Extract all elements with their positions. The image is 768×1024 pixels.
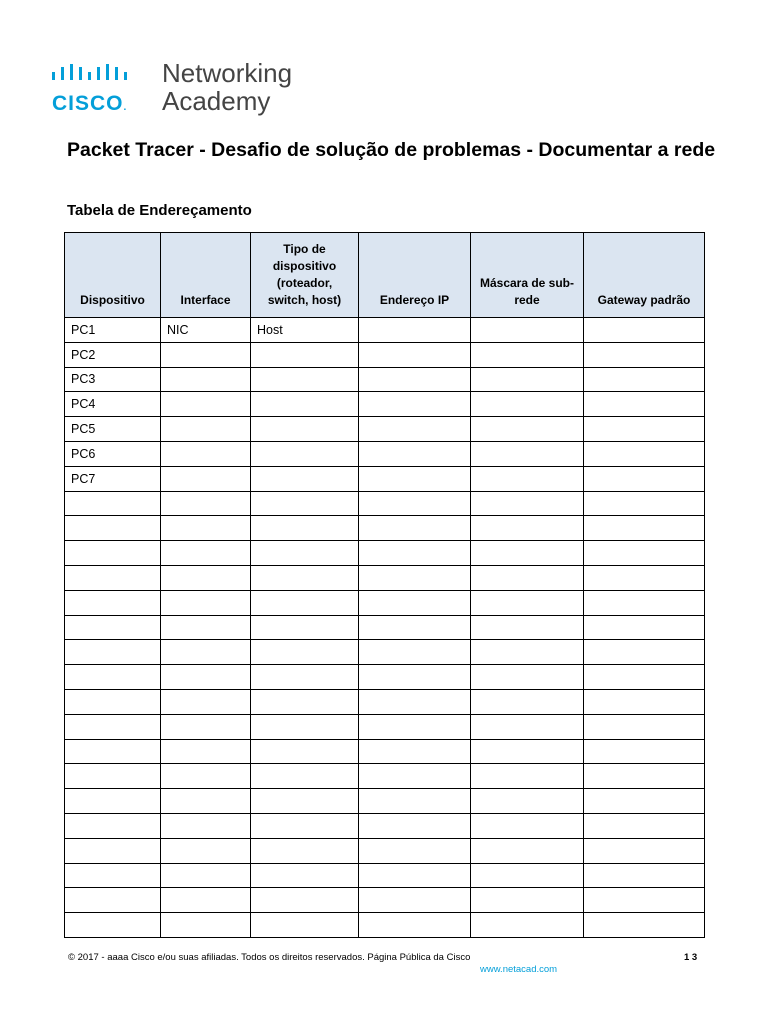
table-cell[interactable]: [584, 739, 705, 764]
table-cell[interactable]: [584, 466, 705, 491]
cisco-bars-icon: [52, 64, 150, 80]
table-cell[interactable]: [471, 590, 584, 615]
table-body: [65, 318, 705, 938]
table-cell[interactable]: [471, 838, 584, 863]
table-cell[interactable]: [584, 838, 705, 863]
table-cell[interactable]: [584, 417, 705, 442]
table-row: [65, 789, 705, 814]
table-row: [65, 342, 705, 367]
table-cell[interactable]: [161, 813, 251, 838]
table-row: [65, 764, 705, 789]
table-cell[interactable]: [584, 342, 705, 367]
table-cell[interactable]: [359, 491, 471, 516]
cisco-wordmark: CISCO.: [52, 92, 128, 115]
table-cell[interactable]: PC6: [65, 441, 161, 466]
document-title: Packet Tracer - Desafio de solução de problemas - Documentar a rede: [67, 139, 716, 161]
table-cell[interactable]: [471, 665, 584, 690]
table-row: [65, 863, 705, 888]
table-cell[interactable]: [65, 714, 161, 739]
table-cell[interactable]: [359, 367, 471, 392]
table-row: [65, 491, 705, 516]
table-cell[interactable]: [161, 516, 251, 541]
footer-page-number: 1 3: [684, 952, 698, 963]
table-cell[interactable]: [471, 342, 584, 367]
table-cell[interactable]: [251, 441, 359, 466]
table-cell[interactable]: [584, 789, 705, 814]
table-row: [65, 466, 705, 491]
table-cell[interactable]: [251, 541, 359, 566]
table-cell[interactable]: [65, 516, 161, 541]
table-cell[interactable]: Host: [251, 318, 359, 343]
column-header: Máscara de sub-rede: [471, 233, 584, 318]
table-row: [65, 367, 705, 392]
table-cell[interactable]: [359, 516, 471, 541]
table-cell[interactable]: [161, 392, 251, 417]
table-cell[interactable]: [359, 739, 471, 764]
table-cell[interactable]: [251, 689, 359, 714]
table-row: [65, 913, 705, 938]
table-cell[interactable]: [471, 913, 584, 938]
table-cell[interactable]: [251, 863, 359, 888]
table-cell[interactable]: [471, 789, 584, 814]
table-cell[interactable]: [359, 417, 471, 442]
table-row: [65, 516, 705, 541]
table-cell[interactable]: [359, 689, 471, 714]
table-cell[interactable]: [161, 367, 251, 392]
table-cell[interactable]: [584, 491, 705, 516]
table-cell[interactable]: [584, 590, 705, 615]
table-cell[interactable]: [359, 466, 471, 491]
table-cell[interactable]: [251, 615, 359, 640]
table-cell[interactable]: [471, 640, 584, 665]
table-row: [65, 813, 705, 838]
table-cell[interactable]: [161, 863, 251, 888]
table-cell[interactable]: [65, 813, 161, 838]
table-cell[interactable]: [161, 665, 251, 690]
table-cell[interactable]: [161, 838, 251, 863]
table-cell[interactable]: [359, 888, 471, 913]
table-row: [65, 714, 705, 739]
table-row: [65, 417, 705, 442]
table-cell[interactable]: [251, 466, 359, 491]
table-cell[interactable]: [251, 590, 359, 615]
table-cell[interactable]: [584, 689, 705, 714]
table-cell[interactable]: [161, 565, 251, 590]
table-cell[interactable]: [161, 689, 251, 714]
table-cell[interactable]: [359, 665, 471, 690]
table-cell[interactable]: [359, 441, 471, 466]
table-cell[interactable]: [161, 764, 251, 789]
table-row: [65, 590, 705, 615]
table-cell[interactable]: [359, 318, 471, 343]
table-cell[interactable]: [584, 516, 705, 541]
table-cell[interactable]: PC3: [65, 367, 161, 392]
table-cell[interactable]: [584, 764, 705, 789]
logo-academy-text: Academy: [162, 86, 271, 116]
table-cell[interactable]: [359, 813, 471, 838]
table-header-row: [65, 233, 705, 318]
table-row: [65, 392, 705, 417]
table-cell[interactable]: [161, 541, 251, 566]
table-cell[interactable]: [471, 739, 584, 764]
table-cell[interactable]: [471, 441, 584, 466]
table-row: [65, 541, 705, 566]
table-row: [65, 318, 705, 343]
table-cell[interactable]: [471, 541, 584, 566]
table-cell[interactable]: PC5: [65, 417, 161, 442]
table-cell[interactable]: [251, 789, 359, 814]
table-cell[interactable]: [251, 739, 359, 764]
table-cell[interactable]: [359, 714, 471, 739]
table-cell[interactable]: [161, 739, 251, 764]
table-cell[interactable]: [471, 392, 584, 417]
table-cell[interactable]: [65, 590, 161, 615]
table-cell[interactable]: [251, 913, 359, 938]
table-cell[interactable]: [161, 590, 251, 615]
table-cell[interactable]: [359, 640, 471, 665]
table-cell[interactable]: [65, 913, 161, 938]
table-cell[interactable]: [584, 541, 705, 566]
table-cell[interactable]: [251, 764, 359, 789]
table-cell[interactable]: [471, 888, 584, 913]
table-cell[interactable]: [65, 541, 161, 566]
table-row: [65, 640, 705, 665]
table-cell[interactable]: [251, 813, 359, 838]
table-cell[interactable]: [359, 789, 471, 814]
table-cell[interactable]: [584, 615, 705, 640]
table-cell[interactable]: [65, 764, 161, 789]
table-cell[interactable]: [359, 863, 471, 888]
table-cell[interactable]: [359, 913, 471, 938]
table-cell[interactable]: [471, 615, 584, 640]
table-cell[interactable]: [471, 689, 584, 714]
table-cell[interactable]: [471, 565, 584, 590]
table-row: [65, 565, 705, 590]
table-cell[interactable]: [359, 565, 471, 590]
table-row: [65, 888, 705, 913]
table-cell[interactable]: [471, 516, 584, 541]
table-cell[interactable]: [251, 342, 359, 367]
table-cell[interactable]: [584, 565, 705, 590]
column-header: Gateway padrão: [584, 233, 705, 318]
table-cell[interactable]: [161, 342, 251, 367]
table-row: [65, 739, 705, 764]
table-cell[interactable]: [359, 764, 471, 789]
table-row: [65, 615, 705, 640]
table-cell[interactable]: [471, 466, 584, 491]
table-cell[interactable]: [584, 813, 705, 838]
column-header: Interface: [161, 233, 251, 318]
table-row: [65, 665, 705, 690]
table-cell[interactable]: [471, 863, 584, 888]
table-cell[interactable]: [65, 689, 161, 714]
table-row: [65, 689, 705, 714]
column-header: Tipo de dispositivo (roteador, switch, host): [251, 233, 359, 318]
table-cell[interactable]: PC7: [65, 466, 161, 491]
table-cell[interactable]: [65, 863, 161, 888]
table-cell[interactable]: [161, 913, 251, 938]
table-cell[interactable]: [251, 838, 359, 863]
table-cell[interactable]: [161, 640, 251, 665]
table-cell[interactable]: [161, 888, 251, 913]
table-cell[interactable]: [161, 441, 251, 466]
table-cell[interactable]: [584, 913, 705, 938]
table-cell[interactable]: [65, 838, 161, 863]
table-cell[interactable]: [251, 565, 359, 590]
table-cell[interactable]: [65, 640, 161, 665]
table-cell[interactable]: [65, 615, 161, 640]
cisco-networking-academy-logo: [52, 58, 312, 118]
table-cell[interactable]: [584, 714, 705, 739]
table-cell[interactable]: PC1: [65, 318, 161, 343]
table-cell[interactable]: PC2: [65, 342, 161, 367]
table-cell[interactable]: [251, 665, 359, 690]
table-cell[interactable]: [359, 838, 471, 863]
table-cell[interactable]: [584, 640, 705, 665]
table-cell[interactable]: [251, 640, 359, 665]
table-cell[interactable]: [65, 789, 161, 814]
table-cell[interactable]: [161, 417, 251, 442]
column-header: Endereço IP: [359, 233, 471, 318]
table-cell[interactable]: [584, 863, 705, 888]
table-row: [65, 838, 705, 863]
table-cell[interactable]: NIC: [161, 318, 251, 343]
table-cell[interactable]: [359, 541, 471, 566]
table-row: [65, 441, 705, 466]
table-cell[interactable]: [359, 590, 471, 615]
table-cell[interactable]: [161, 714, 251, 739]
footer-copyright: © 2017 - aaaa Cisco e/ou suas afiliadas. Todos os direitos reservados. Página Pública da Cisco: [68, 952, 471, 963]
table-cell[interactable]: [251, 491, 359, 516]
table-cell[interactable]: [471, 318, 584, 343]
table-cell[interactable]: [584, 888, 705, 913]
table-cell[interactable]: [471, 417, 584, 442]
table-cell[interactable]: [161, 491, 251, 516]
table-cell[interactable]: PC4: [65, 392, 161, 417]
table-cell[interactable]: [359, 342, 471, 367]
table-cell[interactable]: [251, 516, 359, 541]
table-cell[interactable]: [65, 565, 161, 590]
table-cell[interactable]: [251, 392, 359, 417]
table-cell[interactable]: [359, 392, 471, 417]
footer-url-link[interactable]: www.netacad.com: [480, 964, 558, 975]
table-cell[interactable]: [161, 789, 251, 814]
table-cell[interactable]: [471, 764, 584, 789]
logo-networking-text: Networking: [162, 58, 293, 88]
table-cell[interactable]: [65, 665, 161, 690]
table-cell[interactable]: [471, 714, 584, 739]
table-cell[interactable]: [471, 367, 584, 392]
table-cell[interactable]: [584, 665, 705, 690]
table-cell[interactable]: [251, 367, 359, 392]
table-cell[interactable]: [359, 615, 471, 640]
table-cell[interactable]: [251, 888, 359, 913]
table-cell[interactable]: [65, 491, 161, 516]
table-cell[interactable]: [251, 714, 359, 739]
table-cell[interactable]: [251, 417, 359, 442]
table-cell[interactable]: [471, 813, 584, 838]
addressing-table: [64, 232, 705, 938]
table-cell[interactable]: [65, 739, 161, 764]
section-title: Tabela de Endereçamento: [67, 202, 252, 219]
table-cell[interactable]: [65, 888, 161, 913]
table-cell[interactable]: [584, 441, 705, 466]
table-cell[interactable]: [584, 318, 705, 343]
column-header: Dispositivo: [65, 233, 161, 318]
table-cell[interactable]: [161, 615, 251, 640]
table-cell[interactable]: [161, 466, 251, 491]
table-cell[interactable]: [471, 491, 584, 516]
table-cell[interactable]: [584, 392, 705, 417]
table-cell[interactable]: [584, 367, 705, 392]
